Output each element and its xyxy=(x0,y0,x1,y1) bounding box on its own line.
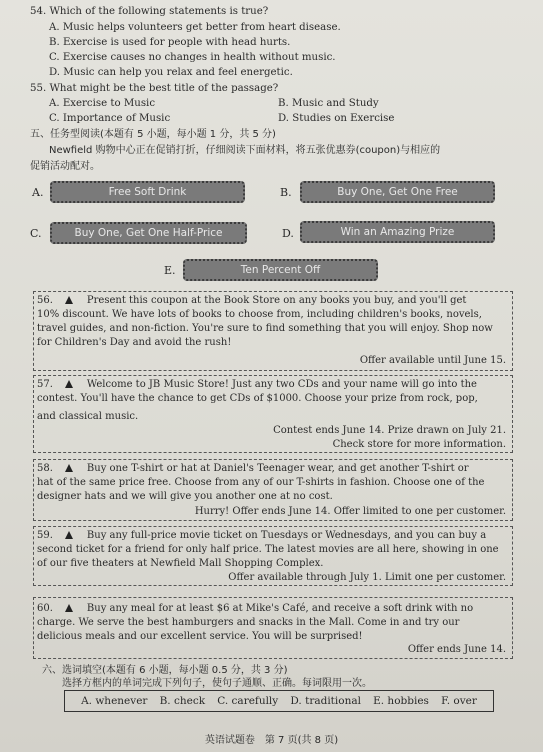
ad-60-line-1: 60. Buy any meal for at least $6 at Mike's Café, and receive a soft drink with no xyxy=(37,603,474,614)
ad-60-line-2: charge. We serve the best hamburgers and snacks in the Mall. Come in and try our xyxy=(37,617,460,628)
ad-56-number: 56. xyxy=(37,295,53,306)
section5-instruction-1: Newfield 购物中心正在促销打折，仔细阅读下面材料，将五张优惠券(coupon)与相应的 xyxy=(49,145,441,156)
word-option-b: B. check xyxy=(159,695,206,707)
ad-57-line-3: and classical music. xyxy=(37,411,139,422)
ad-57-line-2: contest. You'll have the chance to get CDs of $1000. Choose your prize from rock, pop, xyxy=(37,393,478,404)
ad-59-box xyxy=(33,526,513,586)
blank-triangle-icon xyxy=(65,604,73,612)
q54-option-c: C. Exercise causes no changes in health without music. xyxy=(49,52,336,63)
ad-57-info: Check store for more information. xyxy=(332,439,506,450)
word-option-a: A. whenever xyxy=(81,695,148,707)
coupon-e: Ten Percent Off xyxy=(183,259,378,281)
word-option-e: E. hobbies xyxy=(373,695,429,707)
ad-57-contest: Contest ends June 14. Prize drawn on July 21. xyxy=(273,425,506,436)
page-footer: 英语试题卷 第 7 页(共 8 页) xyxy=(204,735,339,746)
q54-option-a: A. Music helps volunteers get better from heart disease. xyxy=(49,22,341,33)
coupon-b: Buy One, Get One Free xyxy=(300,181,495,203)
blank-triangle-icon xyxy=(65,464,73,472)
blank-triangle-icon xyxy=(65,380,73,388)
word-option-f: F. over xyxy=(441,695,477,707)
ad-58-line-3: designer hats and we will give you another one at no cost. xyxy=(37,491,333,502)
ad-59-line-3: of our five theaters at Newfield Mall Shopping Complex. xyxy=(37,558,324,569)
section6-heading: 六、选词填空(本题有 6 小题，每小题 0.5 分，共 3 分) xyxy=(42,665,288,676)
q54-option-b: B. Exercise is used for people with head hurts. xyxy=(49,37,291,48)
q54-option-d: D. Music can help you relax and feel energetic. xyxy=(49,67,293,78)
coupon-c-label: C. xyxy=(30,227,42,240)
ad-58-box xyxy=(33,459,513,521)
coupon-b-label: B. xyxy=(280,186,292,199)
word-bank xyxy=(64,690,494,712)
ad-58-offer: Hurry! Offer ends June 14. Offer limited to one per customer. xyxy=(194,506,506,517)
ad-59-line-1: 59. Buy any full-price movie ticket on Tuesdays or Wednesdays, and you can buy a xyxy=(37,530,487,541)
ad-60-number: 60. xyxy=(37,603,53,614)
coupon-a-label: A. xyxy=(32,186,44,199)
coupon-e-label: E. xyxy=(164,264,176,277)
ad-57-box xyxy=(33,375,513,453)
coupon-c: Buy One, Get One Half-Price xyxy=(50,222,247,244)
q54-stem: 54. Which of the following statements is true? xyxy=(30,6,269,17)
coupon-a: Free Soft Drink xyxy=(50,181,245,203)
ad-58-line-2: hat of the same price free. Choose from any of our T-shirts in fashion. Choose one of the xyxy=(37,477,485,488)
ad-56-offer: Offer available until June 15. xyxy=(359,355,506,366)
q55-option-a: A. Exercise to Music xyxy=(49,98,156,109)
ad-56-box xyxy=(33,291,513,371)
ad-56-line-2: 10% discount. We have lots of books to choose from, including children's books, novels, xyxy=(37,309,482,320)
ad-56-line-1: 56. Present this coupon at the Book Store on any books you buy, and you'll get xyxy=(37,295,467,306)
section5-heading: 五、任务型阅读(本题有 5 小题，每小题 1 分，共 5 分) xyxy=(30,129,276,140)
ad-57-line-1: 57. Welcome to JB Music Store! Just any two CDs and your name will go into the xyxy=(37,379,477,390)
ad-60-offer: Offer ends June 14. xyxy=(407,644,506,655)
ad-56-line-4: for Children's Day and avoid the rush! xyxy=(37,337,232,348)
ad-59-number: 59. xyxy=(37,530,53,541)
word-option-d: D. traditional xyxy=(290,695,361,707)
ad-59-line-2: second ticket for a friend for only half price. The latest movies are all here, showing in one xyxy=(37,544,499,555)
coupon-d: Win an Amazing Prize xyxy=(300,221,495,243)
ad-60-line-3: delicious meals and our excellent service. You will be surprised! xyxy=(37,631,363,642)
q55-stem: 55. What might be the best title of the passage? xyxy=(30,83,279,94)
q55-option-c: C. Importance of Music xyxy=(49,113,171,124)
ad-60-box xyxy=(33,597,513,659)
blank-triangle-icon xyxy=(65,296,73,304)
ad-56-line-3: travel guides, and non-fiction. You're sure to find something that you will enjoy. Shop now xyxy=(37,323,493,334)
section5-instruction-2: 促销活动配对。 xyxy=(30,161,100,172)
word-option-c: C. carefully xyxy=(217,695,279,707)
ad-59-offer: Offer available through July 1. Limit one per customer. xyxy=(228,572,506,583)
blank-triangle-icon xyxy=(65,531,73,539)
section6-instruction: 选择方框内的单词完成下列句子，使句子通顺、正确。每词限用一次。 xyxy=(62,678,372,689)
q55-option-b: B. Music and Study xyxy=(278,98,379,109)
coupon-d-label: D. xyxy=(282,227,294,240)
q55-option-d: D. Studies on Exercise xyxy=(278,113,395,124)
ad-58-line-1: 58. Buy one T-shirt or hat at Daniel's Teenager wear, and get another T-shirt or xyxy=(37,463,469,474)
ad-57-number: 57. xyxy=(37,379,53,390)
ad-58-number: 58. xyxy=(37,463,53,474)
